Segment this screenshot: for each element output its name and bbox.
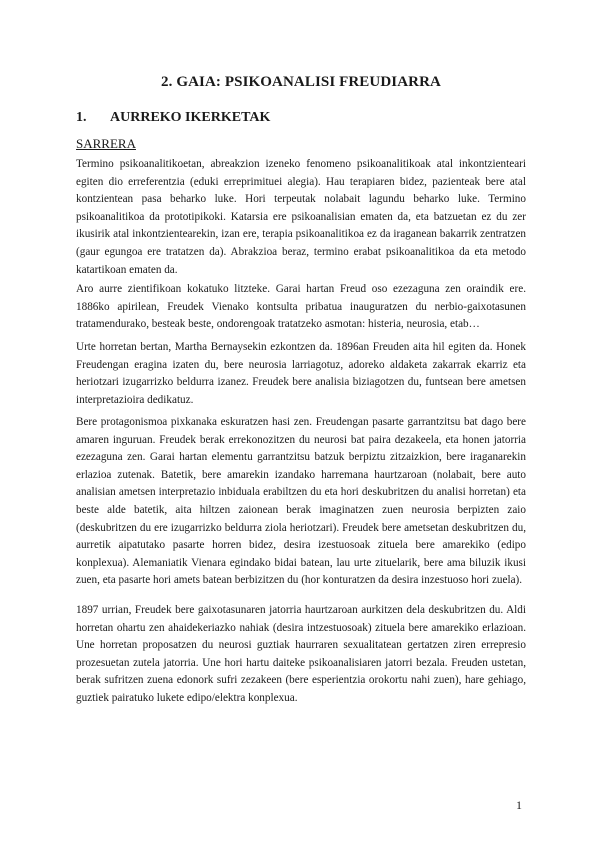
paragraph-2: Aro aurre zientifikoan kokatuko litzteke. Garai hartan Freud oso ezezaguna zen oraindik ere. 1886ko apirilean, Freudek Vienako kontsulta pribatua inauguratzen du nerbio-gaixotasunen tratamendurako, besteak beste, ondorengoak tratatzeko asmotan: histeria, neurosia, etab… [76,283,526,331]
section-heading [76,110,270,126]
section-label: AURREKO IKERKETAK [110,110,271,125]
paragraph-1: Termino psikoanalitikoetan, abreakzion izeneko fenomeno psikoanalitikoak atal inkontzienteari egiten dio erreferentzia (eduki erreprimituei alegia). Hau terapiaren bidez, pazienteak bere atal kontzientean pasa beharko luke. Hori terpeutak nolabait lagundu beharko luke. Termino psikoanalitikoa da prototipikoki. Katarsia ere psikoanalisian ematen da, eta batzuetan ez du zer ikusirik atal inkontzientearekin, izan ere, terapia psikoanalitikoa ez da iraganean bakarrik zentratzen (gaur egungoa ere tratatzen da). Abrakzioa beraz, termino erabat psikoanalitikoa da eta metodo katartikoan ematen da. [76,158,526,276]
chapter-title: 2. GAIA: PSIKOANALISI FREUDIARRA [161,74,441,90]
page-number: 1 [516,798,522,812]
paragraph-5: 1897 urrian, Freudek bere gaixotasunaren jatorria haurtzaroan aurkitzen dela deskubritzen du. Aldi horretan ohartu zen ahaidekeriazko nahiak (desira intzestuosoak) zituela bere amarekiko erlazioan. Une horretan proposatzen du neurosi guztiak haurraren sexualitatean gertatzen ziren errepresio prozesuetan zutela jatorria. Une hori hartu daiteke psikoanalisiaren jatorri bezala. Freuden ustetan, berak sufritzen zuena edonork sufri zezakeen (bere esperientzia orokortu nahi zuen), hare gehiago, guztiek pairatuko lukete edipo/elektra konplexua. [76,604,526,704]
subheading: SARRERA [76,136,136,151]
paragraph-4: Bere protagonismoa pixkanaka eskuratzen hasi zen. Freudengan pasarte garrantzitsu bat dago bere amaren inguruan. Freudek berak errekonozitzen du neurosi bat paira dezakeela, eta honen jatorria ezezaguna zen. Garai hartan elementu garrantzitsu batzuk berpiztu zitzaizkion, bere iraganarekin erlazioa zutenak. Batetik, bere amarekin izandako harremana haurtzaroan (nolabait, bere auto analisian ametsen interpretazio inbiduala erabiltzen du eta hori deskubritzen du analisi horretan) eta beste alde batetik, aita hiltzen zaionean berak imaginatzen zuen neurosia berpizten zaio (deskubritzen du ere izugarrizko beldurra ziola heriotzari). Freudek bere ametsetan deskubritzen du, aurretik aipatutako pasarte horren bidez, desira izestuosoak zituela bere amarekiko (edipo konplexua). Alemaniatik Vienara egindako bidai batean, lau urte zituelarik, bere ama biluzik ikusi zuen, eta pasarte hori amets batean berbizitzen du (hor konturatzen da desira inzestuoso hori zuela). [76,416,526,587]
section-number: 1. [76,110,87,125]
paragraph-3: Urte horretan bertan, Martha Bernaysekin ezkontzen da. 1896an Freuden aita hil egiten da. Honek Freudengan eragina izaten du, bere neurosia larriagotuz, adoreko aldaketa zakarrak ekarriz eta heriotzari izugarrizko beldurra izanez. Freudek bere analisia biziagotzen du, funtsean bere ametsen interpretazioira dedikatuz. [76,341,526,406]
